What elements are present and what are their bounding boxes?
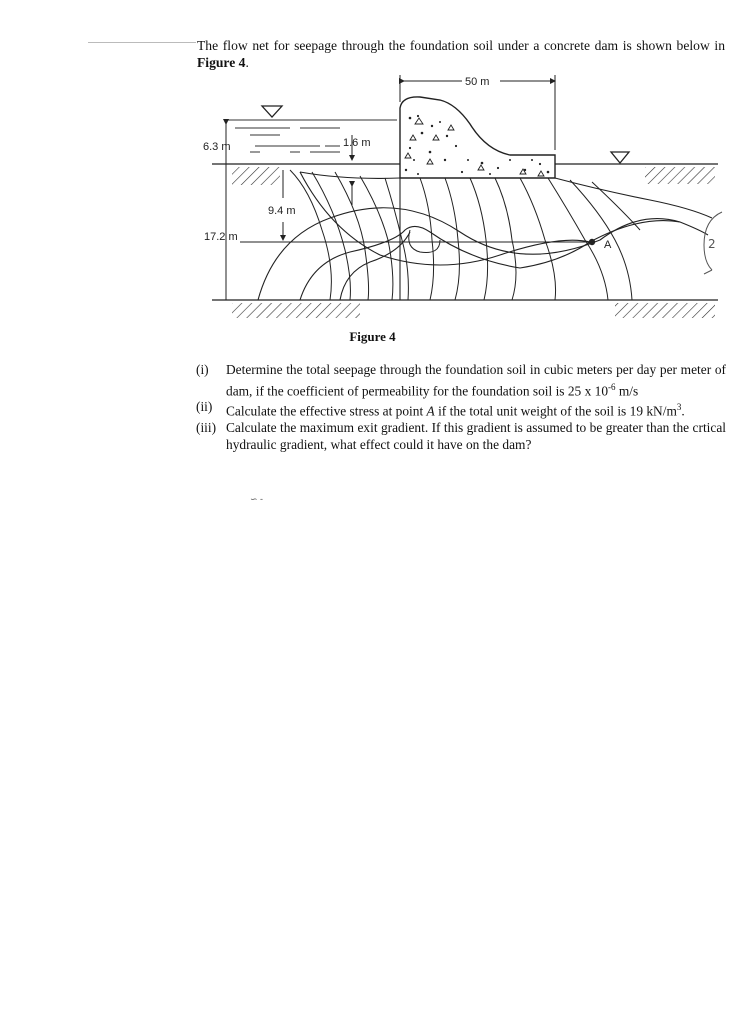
upstream-water: [225, 106, 397, 152]
flow-net-figure: [195, 70, 730, 325]
question-text: Calculate the maximum exit gradient. If this gradient is assumed to be greater than the crtical hydraulic gradient, what effect could it have on the dam?: [226, 420, 726, 452]
question-2: [196, 399, 726, 420]
point-a-marker: [589, 239, 595, 245]
total-depth-label: 17.2 m: [204, 231, 238, 243]
question-3: [196, 420, 726, 453]
mid-depth-label: 9.4 m: [268, 205, 296, 217]
upstream-head-label: 6.3 m: [203, 141, 231, 153]
question-number: (i): [196, 362, 209, 377]
figure-reference: Figure 4: [197, 55, 246, 70]
intro-end: .: [245, 55, 249, 70]
downstream-water-symbol: [611, 152, 629, 163]
figure-caption: Figure 4: [349, 329, 396, 344]
concrete-dam: [400, 97, 555, 178]
question-number: (iii): [196, 420, 217, 436]
ground-surface: [212, 164, 718, 300]
question-text: Determine the total seepage through the foundation soil in cubic meters per day per meter of dam, if the coefficient of permeability for the foundation soil is 25 x $10^{-6}$ m/s: [226, 362, 726, 398]
dam-width-label: 50 m: [465, 76, 490, 88]
stray-pen-mark: ∽ -: [250, 494, 264, 504]
point-a-label: A: [604, 239, 612, 251]
intro-text: The flow net for seepage through the foundation soil under a concrete dam is shown below in: [197, 38, 725, 53]
intro-paragraph: [197, 37, 725, 71]
question-1: [196, 362, 726, 399]
head-difference-label: 1.6 m: [343, 137, 371, 149]
question-text: Calculate the effective stress at point A if the total unit weight of the soil is 19 $kN/m^3$.: [226, 402, 685, 419]
flow-lines: [258, 172, 712, 300]
question-list: [196, 362, 726, 453]
handwritten-note-text: 2: [708, 237, 716, 251]
question-number: (ii): [196, 399, 213, 415]
header-rule: [88, 42, 196, 43]
